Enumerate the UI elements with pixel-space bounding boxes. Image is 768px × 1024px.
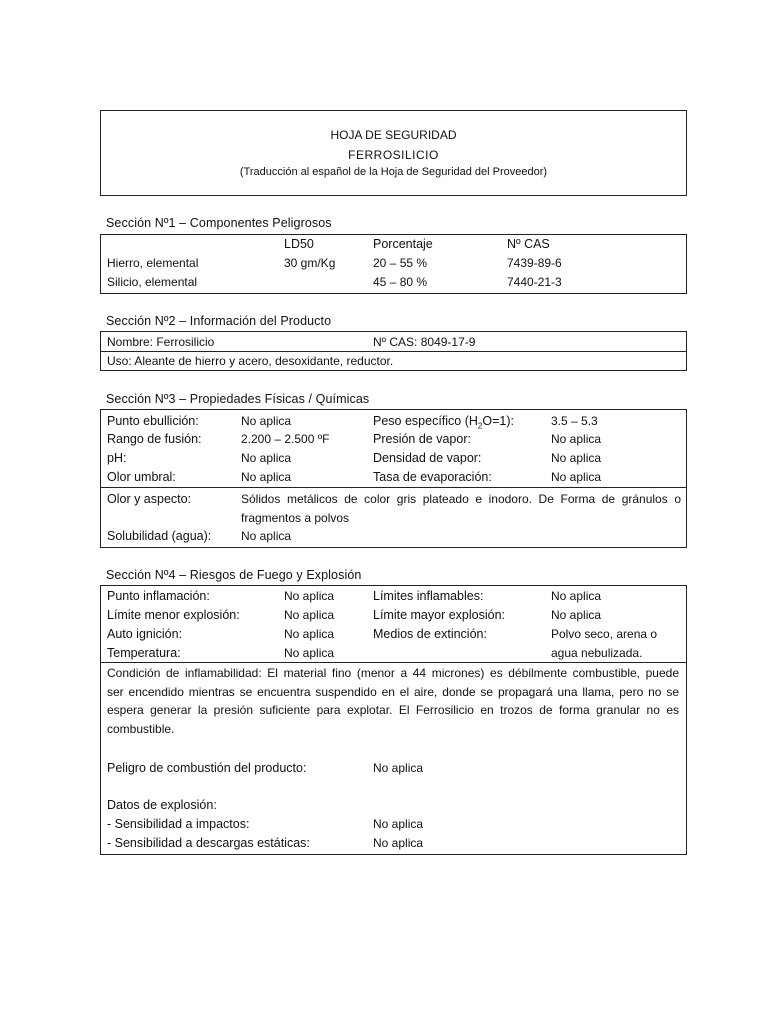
property-label	[373, 414, 514, 431]
impactos-value: No aplica	[373, 817, 424, 831]
descargas-value: No aplica	[373, 836, 424, 850]
property-label: Rango de fusión:	[107, 432, 202, 446]
property-label: Punto ebullición:	[107, 414, 199, 428]
property-value: No aplica	[551, 451, 602, 465]
property-label: Tasa de evaporación:	[373, 470, 492, 484]
property-value: No aplica	[284, 627, 335, 641]
property-label: Límites inflamables:	[373, 589, 484, 603]
solubilidad-value: No aplica	[241, 529, 292, 543]
datos-explosion-label: Datos de explosión:	[107, 798, 217, 812]
table-row-pct: 20 – 55 %	[373, 256, 428, 270]
divider	[101, 351, 686, 352]
property-label: Densidad de vapor:	[373, 451, 482, 465]
divider	[101, 662, 686, 663]
property-value: No aplica	[551, 589, 602, 603]
subscript: 2	[477, 421, 483, 431]
translation-note: (Traducción al español de la Hoja de Seguridad del Proveedor)	[239, 166, 548, 178]
aspecto-value-line1: Sólidos metálicos de color gris plateado e inodoro. De Forma de gránulos o	[241, 492, 681, 506]
section-4-title: Sección Nº4 – Riesgos de Fuego y Explosión	[106, 568, 362, 582]
property-label: Límite mayor explosión:	[373, 608, 506, 622]
property-value: agua nebulizada.	[551, 646, 643, 660]
property-value: No aplica	[284, 608, 335, 622]
document-title: HOJA DE SEGURIDAD	[330, 128, 457, 142]
header-box	[100, 110, 687, 196]
product-uso: Uso: Aleante de hierro y acero, desoxidante, reductor.	[107, 354, 394, 368]
section-1-table	[100, 234, 687, 294]
peligro-label: Peligro de combustión del producto:	[107, 761, 307, 775]
property-label: Medios de extinción:	[373, 627, 487, 641]
property-label: Temperatura:	[107, 646, 181, 660]
product-nombre: Nombre: Ferrosilicio	[107, 335, 215, 349]
column-header-ld50: LD50	[284, 237, 314, 251]
product-cas: Nº CAS: 8049-17-9	[373, 335, 476, 349]
aspecto-value-line2: fragmentos a polvos	[241, 511, 350, 525]
impactos-label: - Sensibilidad a impactos:	[107, 817, 250, 831]
table-row-ld50: 30 gm/Kg	[284, 256, 336, 270]
property-value: No aplica	[284, 646, 335, 660]
section-4-table	[100, 585, 687, 855]
property-value: No aplica	[284, 589, 335, 603]
property-value: Polvo seco, arena o	[551, 627, 658, 641]
property-value: No aplica	[551, 608, 602, 622]
descargas-label: - Sensibilidad a descargas estáticas:	[107, 836, 310, 850]
property-label: Límite menor explosión:	[107, 608, 240, 622]
property-value: No aplica	[241, 470, 292, 484]
property-value: 2.200 – 2.500 ºF	[241, 432, 330, 446]
property-label: pH:	[107, 451, 127, 465]
divider	[101, 487, 686, 488]
column-header-cas: Nº CAS	[507, 237, 550, 251]
property-value: No aplica	[241, 451, 292, 465]
property-label: Punto inflamación:	[107, 589, 210, 603]
property-label-part: Peso específico (H	[373, 414, 478, 428]
table-row-cas: 7439-89-6	[507, 256, 562, 270]
solubilidad-label: Solubilidad (agua):	[107, 529, 212, 543]
condicion-inflamabilidad: Condición de inflamabilidad: El material fino (menor a 44 micrones) es débilmente combustible, puede ser encendido mientras se encuentra suspendido en el aire, donde se propagará una llama, pero no se espera generar la presión suficiente para explotar. El Ferrosilicio en trozos de forma granular no es combustible.	[107, 666, 679, 737]
property-label: Presión de vapor:	[373, 432, 471, 446]
column-header-porcentaje: Porcentaje	[373, 237, 433, 251]
section-1-title: Sección Nº1 – Componentes Peligrosos	[106, 216, 332, 230]
property-value: No aplica	[241, 414, 292, 428]
property-value: No aplica	[551, 432, 602, 446]
section-2-title: Sección Nº2 – Información del Producto	[106, 314, 332, 328]
section-2-table	[100, 331, 687, 371]
property-label: Auto ignición:	[107, 627, 183, 641]
table-row-pct: 45 – 80 %	[373, 275, 428, 289]
product-name: FERROSILICIO	[348, 148, 439, 162]
property-label-part: O=1):	[482, 414, 514, 428]
property-value: 3.5 – 5.3	[551, 414, 598, 428]
property-label: Olor umbral:	[107, 470, 176, 484]
peligro-value: No aplica	[373, 761, 424, 775]
section-3-table	[100, 409, 687, 548]
table-row-name: Hierro, elemental	[107, 256, 199, 270]
table-row-cas: 7440-21-3	[507, 275, 562, 289]
section-3-title: Sección Nº3 – Propiedades Físicas / Químicas	[106, 392, 370, 406]
table-row-name: Silicio, elemental	[107, 275, 198, 289]
aspecto-label: Olor y aspecto:	[107, 492, 192, 506]
property-value: No aplica	[551, 470, 602, 484]
